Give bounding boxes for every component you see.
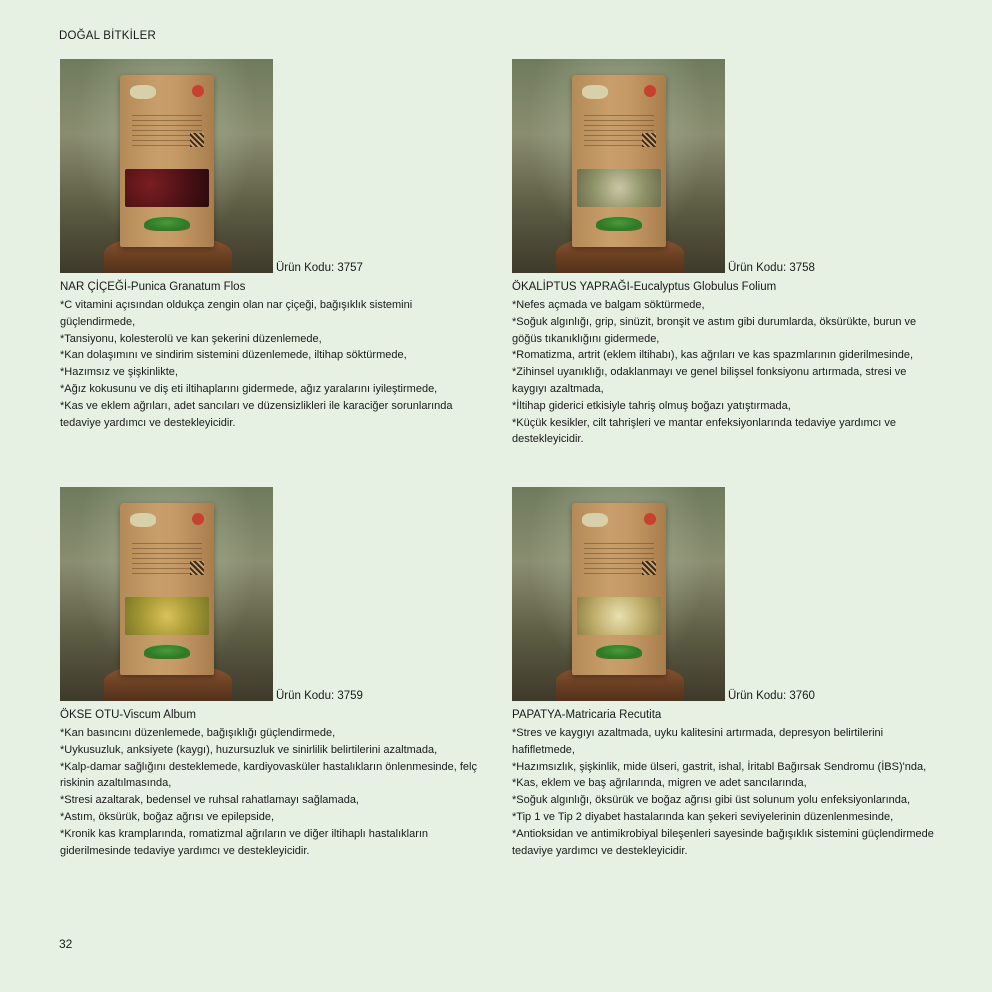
product-code: Ürün Kodu: 3759	[276, 690, 363, 702]
brand-logo	[596, 217, 642, 231]
product-code: Ürün Kodu: 3760	[728, 690, 815, 702]
benefit-list	[512, 725, 937, 859]
benefit-item: *İltihap giderici etkisiyle tahriş olmuş boğazı yatıştırmada,	[512, 399, 791, 412]
page-number: 32	[59, 937, 73, 951]
section-title: DOĞAL BİTKİLER	[59, 30, 156, 42]
pouch-window	[577, 597, 661, 635]
product-name: PAPATYA-Matricaria Recutita	[512, 709, 662, 721]
brand-logo	[596, 645, 642, 659]
product-code: Ürün Kodu: 3758	[728, 262, 815, 274]
pouch-badge	[192, 513, 204, 525]
product-pouch-graphic	[572, 75, 666, 247]
pouch-badge	[192, 85, 204, 97]
product-card	[60, 59, 485, 431]
product-card	[512, 59, 937, 448]
benefit-list	[60, 297, 485, 431]
qr-code-icon	[642, 133, 656, 147]
qr-code-icon	[190, 561, 204, 575]
benefit-item: *Kan basıncını düzenlemede, bağışıklığı güçlendirmede,	[60, 727, 336, 739]
benefit-item: *Soğuk algınlığı, grip, sinüzit, bronşit ve astım gibi durumlarda, öksürükte, burun ve göğüs tıkanıklığını gidermede,	[512, 315, 917, 345]
pouch-badge	[644, 513, 656, 525]
product-code: Ürün Kodu: 3757	[276, 262, 363, 274]
benefit-item: *Stres ve kaygıyı azaltmada, uyku kalitesini artırmada, depresyon belirtilerini hafifletmede,	[512, 727, 884, 756]
product-pouch-graphic	[120, 503, 214, 675]
qr-code-icon	[642, 561, 656, 575]
pouch-window	[125, 597, 209, 635]
product-pouch-graphic	[572, 503, 666, 675]
pouch-logo	[582, 85, 608, 99]
product-image	[512, 59, 725, 273]
benefit-item: *Hazımsızlık, şişkinlik, mide ülseri, gastrit, ishal, İritabl Bağırsak Sendromu (İBS)'nda,	[512, 760, 927, 773]
benefit-list	[60, 725, 485, 859]
benefit-item: *Hazımsız ve şişkinlikte,	[60, 366, 178, 379]
benefit-item: *Kronik kas kramplarında, romatizmal ağrıların ve diğer iltihaplı hastalıkların giderilmesinde tedaviye yardımcı ve destekleyicidir.	[60, 827, 429, 857]
benefit-list	[512, 297, 937, 448]
product-card	[60, 487, 485, 859]
product-image	[60, 487, 273, 701]
pouch-window	[577, 169, 661, 207]
pouch-logo	[130, 513, 156, 527]
benefit-item: *Nefes açmada ve balgam söktürmede,	[512, 299, 705, 311]
product-image	[512, 487, 725, 701]
benefit-item: *Uykusuzluk, anksiyete (kaygı), huzursuzluk ve sinirlilik belirtilerini azaltmada,	[60, 743, 438, 756]
pouch-window	[125, 169, 209, 207]
benefit-item: *Kalp-damar sağlığını desteklemede, kardiyovasküler hastalıkların önlenmesinde, felç riskinin azaltılmasında,	[60, 760, 477, 790]
benefit-item: *Stresi azaltarak, bedensel ve ruhsal rahatlamayı sağlamada,	[60, 794, 359, 807]
benefit-item: *Küçük kesikler, cilt tahrişleri ve mantar enfeksiyonlarında tedaviye yardımcı ve destekleyicidir.	[512, 416, 896, 446]
benefit-item: *Kan dolaşımını ve sindirim sistemini düzenlemede, iltihap söktürmede,	[60, 349, 407, 362]
benefit-item: *Kas, eklem ve baş ağrılarında, migren ve adet sancılarında,	[512, 777, 807, 790]
benefit-item: *Astım, öksürük, boğaz ağrısı ve epilepside,	[60, 810, 274, 823]
benefit-item: *Tansiyonu, kolesterolü ve kan şekerini düzenlemede,	[60, 332, 322, 345]
product-image	[60, 59, 273, 273]
benefit-item: *Tip 1 ve Tip 2 diyabet hastalarında kan şekeri seviyelerinin düzenlenmesinde,	[512, 810, 894, 823]
product-name: ÖKALİPTUS YAPRAĞI-Eucalyptus Globulus Folium	[512, 281, 777, 293]
pouch-logo	[130, 85, 156, 99]
pouch-logo	[582, 513, 608, 527]
brand-logo	[144, 217, 190, 231]
product-card	[512, 487, 937, 859]
benefit-item: *Kas ve eklem ağrıları, adet sancıları ve düzensizlikleri ile karaciğer sorunlarında tedaviye yardımcı ve destekleyicidir.	[60, 399, 453, 429]
brand-logo	[144, 645, 190, 659]
product-name: NAR ÇİÇEĞİ-Punica Granatum Flos	[60, 281, 246, 293]
benefit-item: *Antioksidan ve antimikrobiyal bileşenleri sayesinde bağışıklık sistemini güçlendirmede tedaviye yardımcı ve destekleyicidir.	[512, 827, 934, 857]
product-name: ÖKSE OTU-Viscum Album	[60, 709, 196, 721]
benefit-item: *Zihinsel uyanıklığı, odaklanmayı ve genel bilişsel fonksiyonu artırmada, stresi ve kaygıyı azaltmada,	[512, 366, 907, 395]
product-pouch-graphic	[120, 75, 214, 247]
pouch-badge	[644, 85, 656, 97]
benefit-item: *Ağız kokusunu ve diş eti iltihaplarını gidermede, ağız yaralarını iyileştirmede,	[60, 382, 438, 395]
benefit-item: *C vitamini açısından oldukça zengin olan nar çiçeği, bağışıklık sistemini güçlendirmede,	[60, 299, 413, 328]
qr-code-icon	[190, 133, 204, 147]
benefit-item: *Soğuk algınlığı, öksürük ve boğaz ağrısı gibi üst solunum yolu enfeksiyonlarında,	[512, 794, 911, 807]
benefit-item: *Romatizma, artrit (eklem iltihabı), kas ağrıları ve kas spazmlarının giderilmesinde,	[512, 349, 914, 362]
